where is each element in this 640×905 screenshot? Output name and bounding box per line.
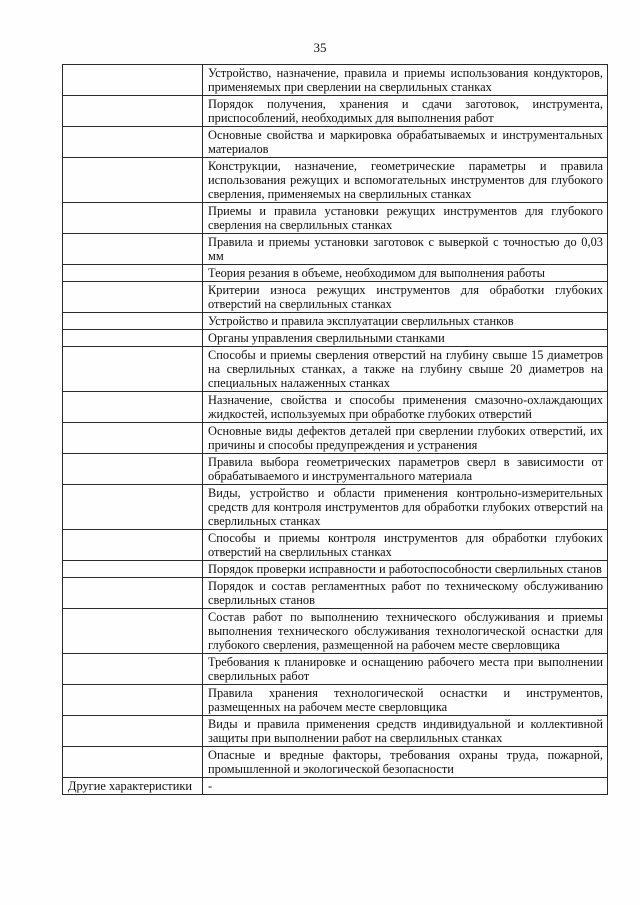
table-row — [63, 609, 608, 654]
table-row — [63, 265, 608, 282]
left-cell — [63, 561, 203, 578]
table-row — [63, 127, 608, 158]
table-row — [63, 778, 608, 795]
table-row — [63, 313, 608, 330]
knowledge-item: Правила выбора геометрических параметров сверл в зависимости от обрабатываемого и инструментального материала — [203, 454, 608, 485]
knowledge-item: Виды и правила применения средств индивидуальной и коллективной защиты при выполнении работ на сверлильных станках — [203, 716, 608, 747]
table-row — [63, 685, 608, 716]
left-cell — [63, 265, 203, 282]
left-cell — [63, 347, 203, 392]
left-cell — [63, 530, 203, 561]
knowledge-item: Устройство, назначение, правила и приемы использования кондукторов, применяемых при сверлении на сверлильных станках — [203, 65, 608, 96]
knowledge-item: Назначение, свойства и способы применения смазочно-охлаждающих жидкостей, используемых при обработке глубоких отверстий — [203, 392, 608, 423]
left-cell — [63, 234, 203, 265]
table-row — [63, 530, 608, 561]
table-row — [63, 65, 608, 96]
table-row — [63, 747, 608, 778]
table-row — [63, 485, 608, 530]
left-cell — [63, 203, 203, 234]
knowledge-item: Требования к планировке и оснащению рабочего места при выполнении сверлильных работ — [203, 654, 608, 685]
table-row — [63, 330, 608, 347]
knowledge-item: Органы управления сверлильными станками — [203, 330, 608, 347]
left-cell — [63, 485, 203, 530]
left-cell — [63, 330, 203, 347]
table-row — [63, 234, 608, 265]
left-cell — [63, 578, 203, 609]
knowledge-item: Конструкции, назначение, геометрические параметры и правила использования режущих и вспомогательных инструментов для глубокого сверления, применяемых на сверлильных станках — [203, 158, 608, 203]
left-cell — [63, 65, 203, 96]
knowledge-item: Основные свойства и маркировка обрабатываемых и инструментальных материалов — [203, 127, 608, 158]
left-cell — [63, 423, 203, 454]
left-cell — [63, 313, 203, 330]
left-cell — [63, 654, 203, 685]
left-cell — [63, 685, 203, 716]
table-row — [63, 96, 608, 127]
left-cell — [63, 392, 203, 423]
table-row — [63, 392, 608, 423]
knowledge-item: Способы и приемы сверления отверстий на глубину свыше 15 диаметров на сверлильных станках, а также на глубину свыше 20 диаметров на специальных налаженных станках — [203, 347, 608, 392]
other-characteristics-label: Другие характеристики — [63, 778, 203, 795]
left-cell — [63, 127, 203, 158]
table-row — [63, 203, 608, 234]
knowledge-item: Опасные и вредные факторы, требования охраны труда, пожарной, промышленной и экологической безопасности — [203, 747, 608, 778]
left-cell — [63, 96, 203, 127]
knowledge-item: Порядок и состав регламентных работ по техническому обслуживанию сверлильных станов — [203, 578, 608, 609]
knowledge-item: Способы и приемы контроля инструментов для обработки глубоких отверстий на сверлильных станках — [203, 530, 608, 561]
knowledge-item: Состав работ по выполнению технического обслуживания и приемы выполнения технического обслуживания технологической оснастки для глубокого сверления, размещенной на рабочем месте сверловщика — [203, 609, 608, 654]
left-cell — [63, 454, 203, 485]
table-row — [63, 654, 608, 685]
knowledge-item: Теория резания в объеме, необходимом для выполнения работы — [203, 265, 608, 282]
left-cell — [63, 609, 203, 654]
knowledge-item: Порядок проверки исправности и работоспособности сверлильных станов — [203, 561, 608, 578]
table-row — [63, 158, 608, 203]
knowledge-item: Порядок получения, хранения и сдачи заготовок, инструмента, приспособлений, необходимых для выполнения работ — [203, 96, 608, 127]
knowledge-item: Виды, устройство и области применения контрольно-измерительных средств для контроля инструментов для обработки глубоких отверстий на сверлильных станках — [203, 485, 608, 530]
left-cell — [63, 716, 203, 747]
left-cell — [63, 282, 203, 313]
knowledge-item: Правила и приемы установки заготовок с выверкой с точностью до 0,03 мм — [203, 234, 608, 265]
table-row — [63, 423, 608, 454]
table-row — [63, 454, 608, 485]
page-number: 35 — [313, 40, 327, 55]
table-row — [63, 347, 608, 392]
table-row — [63, 561, 608, 578]
table-row — [63, 716, 608, 747]
left-cell — [63, 158, 203, 203]
requirements-table — [62, 64, 608, 795]
knowledge-item: Правила хранения технологической оснастки и инструментов, размещенных на рабочем месте сверловщика — [203, 685, 608, 716]
knowledge-item: Критерии износа режущих инструментов для обработки глубоких отверстий на сверлильных станках — [203, 282, 608, 313]
knowledge-item: Устройство и правила эксплуатации сверлильных станков — [203, 313, 608, 330]
other-characteristics-value: - — [203, 778, 608, 795]
left-cell — [63, 747, 203, 778]
table-row — [63, 282, 608, 313]
knowledge-item: Основные виды дефектов деталей при сверлении глубоких отверстий, их причины и способы предупреждения и устранения — [203, 423, 608, 454]
knowledge-item: Приемы и правила установки режущих инструментов для глубокого сверления на сверлильных станках — [203, 203, 608, 234]
table-row — [63, 578, 608, 609]
